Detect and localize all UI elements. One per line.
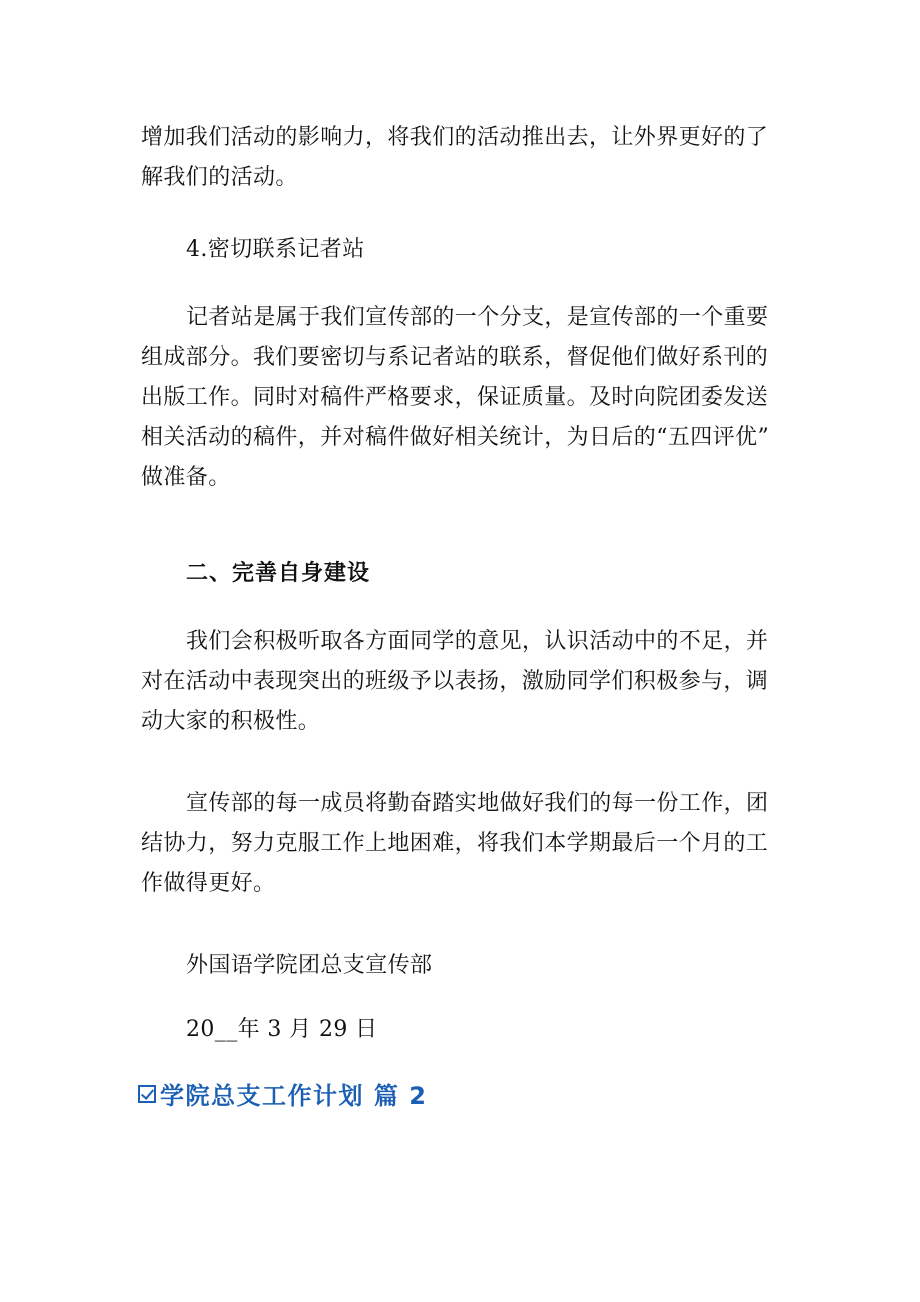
- paragraph-opinions: [141, 622, 781, 742]
- item-heading-reporter-station: [141, 230, 826, 270]
- text-line: 我们会积极听取各方面同学的意见，认识活动中的不足，并: [186, 629, 769, 654]
- text-line: 结协力，努力克服工作上地困难，将我们本学期最后一个月的工: [141, 831, 769, 856]
- text-line: 宣传部的每一成员将勤奋踏实地做好我们的每一份工作，团: [186, 791, 769, 816]
- text-line: 记者站是属于我们宣传部的一个分支，是宣传部的一个重要: [186, 305, 769, 330]
- text-line: 对在活动中表现突出的班级予以表扬，激励同学们积极参与，调: [141, 669, 769, 694]
- text-line: 解我们的活动。: [141, 165, 298, 190]
- paragraph-reporter-station: [141, 298, 781, 498]
- text-line: 4.密切联系记者站: [186, 237, 365, 262]
- text-line: 动大家的积极性。: [141, 709, 321, 734]
- text-line: 作做得更好。: [141, 871, 276, 896]
- date-text: 20__年 3 月 29 日: [186, 1017, 378, 1042]
- text-line: 增加我们活动的影响力，将我们的活动推出去，让外界更好的了: [141, 125, 769, 150]
- text-line: 出版工作。同时对稿件严格要求，保证质量。及时向院团委发送: [141, 385, 769, 410]
- signature-text: 外国语学院团总支宣传部: [186, 953, 433, 978]
- paragraph-members: [141, 784, 781, 904]
- signature: [141, 946, 826, 986]
- section-heading-self-building: [141, 554, 826, 594]
- text-line: 二、完善自身建设: [186, 561, 371, 586]
- next-section-title-text: 学院总支工作计划 篇 2: [160, 1082, 428, 1110]
- text-line: 组成部分。我们要密切与系记者站的联系，督促他们做好系刊的: [141, 345, 769, 370]
- text-line: 做准备。: [141, 465, 231, 490]
- next-section-title: [138, 1076, 427, 1111]
- paragraph-impact: [141, 118, 781, 198]
- date: [141, 1010, 826, 1050]
- text-line: 相关活动的稿件，并对稿件做好相关统计，为日后的“五四评优”: [141, 425, 770, 450]
- checkbox-icon: [138, 1085, 156, 1103]
